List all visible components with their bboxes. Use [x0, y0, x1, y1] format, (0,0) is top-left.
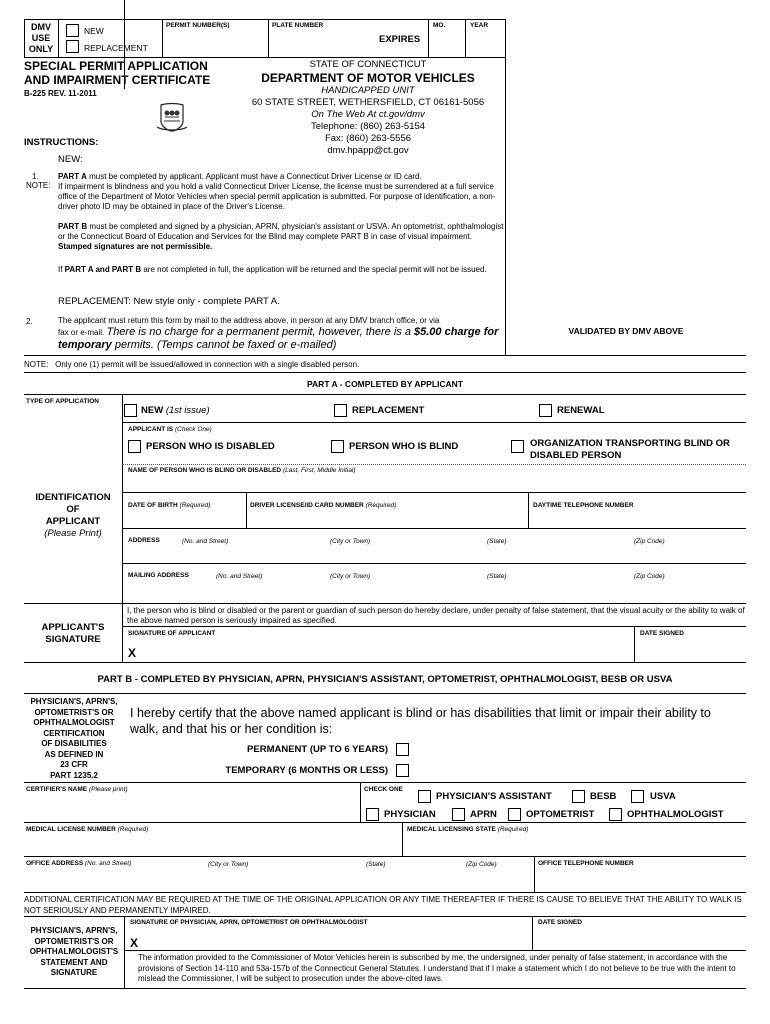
instruction-part-a: PART A must be completed by applicant. Applicant must have a Connecticut Driver License or ID card. If impairment is blindness and you hold a valid Connecticut Driver License, the license must be surrendered at a full service office of the Department of Motor Vehicles when special permit application is submitted. For purpose of identification, a non-driver photo ID may be obtained in place of the Driver's License.	[58, 172, 504, 212]
form-title: SPECIAL PERMIT APPLICATION AND IMPAIRMENT CERTIFICATE	[24, 59, 211, 87]
office-phone-label: OFFICE TELEPHONE NUMBER	[538, 860, 634, 867]
aprn-label: APRN	[470, 809, 497, 820]
address-state-hint: (State)	[487, 538, 507, 545]
note-bottom: NOTE: Only one (1) permit will be issued/allowed in connection with a single disabled person.	[24, 360, 360, 369]
mo-label: MO.	[433, 22, 446, 29]
dmv-label: DMV	[31, 22, 51, 32]
medical-license-field[interactable]	[26, 836, 400, 854]
aprn-checkbox[interactable]	[452, 808, 465, 821]
mailing-zip-hint: (Zip Code)	[634, 573, 665, 580]
office-address-field[interactable]	[26, 870, 532, 890]
organization-label: ORGANIZATION TRANSPORTING BLIND OR DISABLED PERSON	[530, 438, 730, 461]
unit-name: HANDICAPPED UNIT	[321, 85, 415, 96]
replacement-label: REPLACEMENT	[352, 405, 425, 416]
temporary-label: TEMPORARY (6 MONTHS OR LESS)	[225, 765, 388, 776]
mailing-street-hint: (No. and Street)	[216, 573, 263, 580]
office-state-hint: (State)	[366, 861, 386, 868]
dob-field[interactable]	[124, 512, 244, 528]
instruction-note: If impairment is blindness and you hold a valid Connecticut Driver License, the license must be surrendered at a full service office of the Department of Motor Vehicles when special permit application is submitted. For purpose of identification, a non-driver photo ID may be obtained in place of the Driver's License.	[58, 182, 496, 211]
connecticut-seal-icon	[155, 101, 189, 133]
note-label: NOTE:	[26, 181, 51, 190]
physician-label: PHYSICIAN	[384, 809, 436, 820]
physicians-assistant-label: PHYSICIAN'S ASSISTANT	[436, 791, 552, 802]
year-label: YEAR	[470, 22, 489, 29]
name-label: NAME OF PERSON WHO IS BLIND OR DISABLED (Last, First, Middle Initial)	[128, 467, 356, 474]
license-field[interactable]	[248, 512, 526, 528]
new-issue-checkbox[interactable]	[124, 404, 137, 417]
agency-fax: Fax: (860) 263-5556	[324, 133, 412, 144]
department-name: DEPARTMENT OF MOTOR VEHICLES	[261, 71, 475, 85]
besb-label: BESB	[590, 791, 617, 802]
certifier-name-field[interactable]	[26, 796, 358, 820]
daytime-phone-label: DAYTIME TELEPHONE NUMBER	[533, 502, 634, 509]
certify-statement: I hereby certify that the above named applicant is blind or has disabilities that limit or impair their ability to walk, and that his or her condition is:	[130, 706, 711, 736]
person-blind-checkbox[interactable]	[331, 440, 344, 453]
physicians-assistant-checkbox[interactable]	[418, 790, 431, 803]
applicant-signature-x: X	[128, 646, 137, 660]
identification-of-applicant: IDENTIFICATION OF APPLICANT (Please Print)	[24, 492, 122, 540]
person-blind-label: PERSON WHO IS BLIND	[349, 441, 459, 452]
expires-label: EXPIRES	[379, 34, 421, 45]
instruction-replacement: REPLACEMENT: New style only - complete PART A.	[58, 296, 280, 307]
mailing-address-label: MAILING ADDRESS	[128, 572, 189, 579]
additional-certification-note: ADDITIONAL CERTIFICATION MAY BE REQUIRED AT THE TIME OF THE ORIGINAL APPLICATION OR ANY TIME THEREAFTER IF THERE IS CAUSE TO BELIEVE THAT THE ABILITY TO WALK IS NOT SERIOUSLY AND PERMANENTLY IMPAIRED.	[24, 895, 742, 915]
plate-number-field[interactable]	[269, 32, 369, 56]
temporary-checkbox[interactable]	[396, 764, 409, 777]
form-id: B-225 REV. 11-2011	[24, 89, 97, 98]
instructions-new-label: NEW:	[58, 154, 83, 165]
replacement-checkbox[interactable]	[334, 404, 347, 417]
part-a-title: PART A - COMPLETED BY APPLICANT	[307, 379, 463, 389]
permit-numbers-field[interactable]	[163, 32, 267, 56]
certifier-name-label: CERTIFIER'S NAME (Please print)	[26, 786, 128, 793]
new-issue-label: NEW (1st issue)	[141, 405, 210, 416]
medical-license-label: MEDICAL LICENSE NUMBER (Required)	[26, 826, 149, 833]
applicant-declaration: I, the person who is blind or disabled or the parent or guardian of such person do hereby declare, under penalty of false statement, that the visual acuity or the ability to walk of the above named person is seriously impaired as specified.	[127, 606, 745, 625]
permanent-checkbox[interactable]	[396, 743, 409, 756]
office-zip-hint: (Zip Code)	[466, 861, 497, 868]
renewal-label: RENEWAL	[557, 405, 605, 416]
address-field[interactable]	[124, 546, 744, 562]
instruction-part-b: PART B must be completed and signed by a physician, APRN, physician's assistant or USVA. An optometrist, ophthalmologist or the Connecticut Board of Education and Services for the Blind may complete PART B in case of visual impairment. Stamped signatures are not permissible.	[58, 222, 504, 251]
expires-year-field[interactable]	[466, 32, 504, 56]
optometrist-checkbox[interactable]	[508, 808, 521, 821]
ophthalmologist-label: OPHTHALMOLOGIST	[627, 809, 724, 820]
physician-signature-label: SIGNATURE OF PHYSICIAN, APRN, OPTOMETRIST OR OPHTHALMOLOGIST	[130, 919, 368, 926]
instruction-fees: fax or e-mail. There is no charge for a permanent permit, however, there is a $5.00 charge for temporary permits. (Temps cannot be faxed or e-mailed)	[58, 326, 499, 351]
applicant-signature-field[interactable]	[140, 640, 632, 662]
item-number-2: 2.	[26, 317, 33, 326]
type-of-application-label: TYPE OF APPLICATION	[26, 398, 99, 405]
dmv-replacement-checkbox[interactable]	[66, 40, 79, 53]
address-city-hint: (City or Town)	[330, 538, 371, 545]
validated-label: VALIDATED BY DMV ABOVE	[568, 326, 684, 336]
organization-checkbox[interactable]	[511, 440, 524, 453]
daytime-phone-field[interactable]	[530, 512, 744, 528]
medical-state-field[interactable]	[404, 836, 744, 854]
besb-checkbox[interactable]	[572, 790, 585, 803]
dmv-replacement-label: REPLACEMENT	[84, 43, 148, 53]
mailing-address-field[interactable]	[124, 582, 744, 602]
usva-label: USVA	[650, 791, 676, 802]
signature-of-applicant-label: SIGNATURE OF APPLICANT	[128, 630, 216, 637]
dob-label: DATE OF BIRTH (Required)	[128, 502, 211, 509]
physician-checkbox[interactable]	[366, 808, 379, 821]
certification-block: PHYSICIAN'S, APRN'S, OPTOMETRIST'S OR OPHTHALMOLOGIST CERTIFICATION OF DISABILITIES AS DEFINED IN 23 CFR PART 1235.2	[30, 697, 118, 780]
agency-web[interactable]: On The Web At ct.gov/dmv	[311, 109, 425, 120]
office-city-hint: (City or Town)	[208, 861, 249, 868]
applicant-date-signed-field[interactable]	[636, 640, 744, 662]
instruction-incomplete: If PART A and PART B are not completed in full, the application will be returned and the special permit will not be issued.	[58, 265, 487, 274]
license-label: DRIVER LICENSE/ID CARD NUMBER (Required)	[250, 502, 397, 509]
physician-signature-x: X	[130, 936, 139, 950]
check-one-label: CHECK ONE	[364, 786, 404, 793]
instruction-return: The applicant must return this form by mail to the address above, in person at any DMV branch office, or via	[58, 316, 440, 325]
permanent-label: PERMANENT (UP TO 6 YEARS)	[247, 744, 388, 755]
mailing-city-hint: (City or Town)	[330, 573, 371, 580]
agency-address: 60 STATE STREET, WETHERSFIELD, CT 06161-5056	[251, 97, 485, 108]
address-label: ADDRESS	[128, 537, 160, 544]
applicant-name-field[interactable]	[124, 476, 744, 492]
instructions-heading: INSTRUCTIONS:	[24, 137, 99, 148]
plate-number-label: PLATE NUMBER	[272, 22, 324, 29]
physician-signature-field[interactable]	[142, 930, 530, 950]
medical-state-label: MEDICAL LICENSING STATE (Required)	[407, 826, 529, 833]
office-phone-field[interactable]	[536, 870, 744, 890]
address-street-hint: (No. and Street)	[182, 538, 229, 545]
only-label: ONLY	[28, 44, 54, 54]
renewal-checkbox[interactable]	[539, 404, 552, 417]
part-b-title: PART B - COMPLETED BY PHYSICIAN, APRN, PHYSICIAN'S ASSISTANT, OPTOMETRIST, OPHTHALMOLOGIST, BESB OR USVA	[97, 674, 673, 685]
applicant-date-signed-label: DATE SIGNED	[640, 630, 684, 637]
mailing-state-hint: (State)	[487, 573, 507, 580]
please-print-label: (Please Print)	[44, 528, 102, 539]
office-address-label: OFFICE ADDRESS (No. and Street)	[26, 860, 132, 867]
applicants-signature-block: APPLICANT'S SIGNATURE	[41, 622, 105, 645]
physician-statement: The information provided to the Commissioner of Motor Vehicles herein is subscribed by me, the undersigned, under penalty of false statement, in accordance with the provisions of Section 14-110 and 53a-157b of the Connecticut General Statutes. I understand that if I make a statement which I do not believe to be true with the intent to mislead the Commissioner, I will be subject to prosecution under the above-cited laws.	[138, 953, 736, 983]
use-label: USE	[31, 33, 51, 43]
address-zip-hint: (Zip Code)	[634, 538, 665, 545]
physician-signature-block: PHYSICIAN'S, APRN'S, OPTOMETRIST'S OR OPHTHALMOLOGIST'S STATEMENT AND SIGNATURE	[29, 926, 119, 977]
permit-numbers-label: PERMIT NUMBER(S)	[166, 22, 230, 29]
item-number-1: 1.	[32, 172, 39, 181]
person-disabled-checkbox[interactable]	[128, 440, 141, 453]
agency-block	[232, 59, 504, 157]
dmv-new-label: NEW	[84, 26, 104, 36]
physician-date-signed-label: DATE SIGNED	[538, 919, 582, 926]
agency-email[interactable]: dmv.hpapp@ct.gov	[327, 145, 409, 156]
optometrist-label: OPTOMETRIST	[526, 809, 595, 820]
physician-date-signed-field[interactable]	[534, 930, 744, 950]
ophthalmologist-checkbox[interactable]	[609, 808, 622, 821]
dmv-new-checkbox[interactable]	[66, 24, 79, 37]
usva-checkbox[interactable]	[631, 790, 644, 803]
agency-telephone: Telephone: (860) 263-5154	[310, 121, 426, 132]
person-disabled-label: PERSON WHO IS DISABLED	[146, 441, 275, 452]
state-name: STATE OF CONNECTICUT	[309, 59, 427, 70]
expires-month-field[interactable]	[429, 32, 464, 56]
applicant-is-label: APPLICANT IS (Check One)	[128, 426, 212, 433]
